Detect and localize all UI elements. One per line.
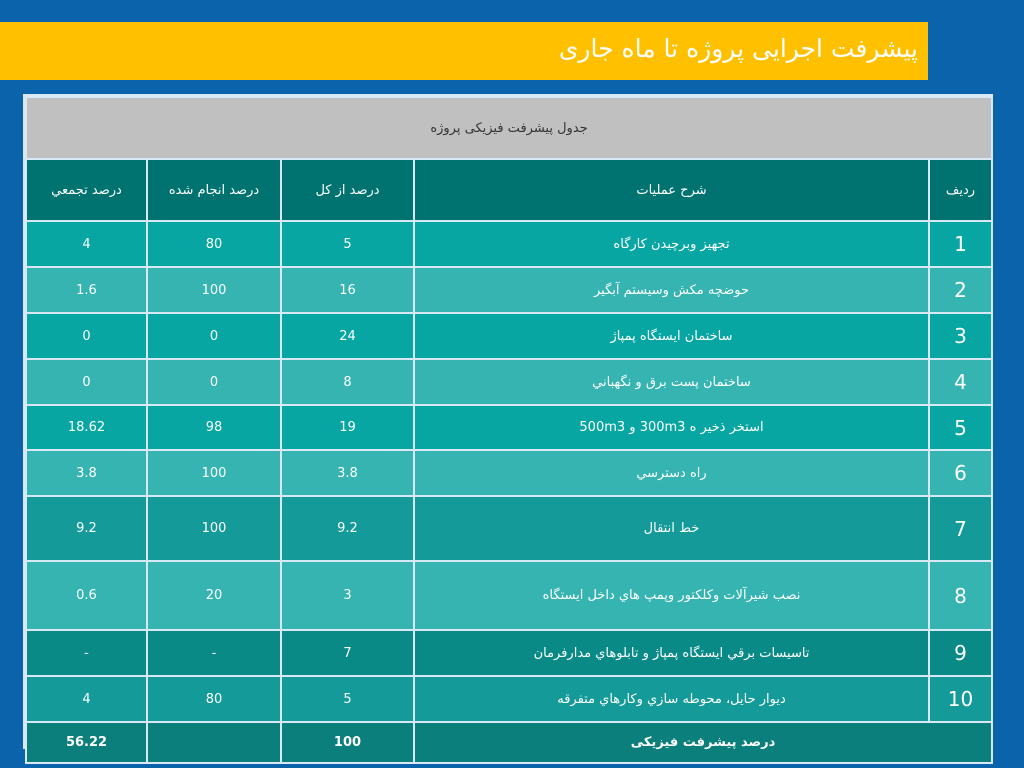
row-percent-done: 20 [147, 561, 281, 630]
header-percent-of-total: درصد از کل [281, 159, 414, 221]
table-caption: جدول پیشرفت فیزیکی پروژه [26, 97, 992, 159]
header-row [26, 159, 992, 221]
table-row [26, 561, 992, 630]
row-percent-of-total: 5 [281, 676, 414, 722]
footer-cumulative: 56.22 [26, 722, 147, 763]
row-percent-done: 100 [147, 267, 281, 313]
table-row [26, 405, 992, 450]
footer-total: 100 [281, 722, 414, 763]
header-percent-done: درصد انجام شده [147, 159, 281, 221]
footer-done [147, 722, 281, 763]
table-row [26, 450, 992, 496]
header-cumulative: درصد تجمعي [26, 159, 147, 221]
row-cumulative: 18.62 [26, 405, 147, 450]
row-number: 4 [929, 359, 992, 405]
row-percent-of-total: 3.8 [281, 450, 414, 496]
row-description: دیوار حایل، محوطه سازي وکارهاي متفرقه [414, 676, 929, 722]
row-percent-done: - [147, 630, 281, 676]
table-row [26, 630, 992, 676]
row-percent-of-total: 8 [281, 359, 414, 405]
row-description: تجهیز وبرچیدن کارگاه [414, 221, 929, 267]
table-row [26, 359, 992, 405]
row-percent-of-total: 9.2 [281, 496, 414, 561]
row-number: 5 [929, 405, 992, 450]
row-cumulative: 4 [26, 676, 147, 722]
row-percent-of-total: 16 [281, 267, 414, 313]
row-description: خط انتقال [414, 496, 929, 561]
slide-title-bar [0, 22, 928, 80]
row-percent-done: 80 [147, 221, 281, 267]
row-description: ساختمان ایستگاه پمپاژ [414, 313, 929, 359]
row-percent-done: 100 [147, 496, 281, 561]
row-cumulative: 0 [26, 359, 147, 405]
row-percent-of-total: 24 [281, 313, 414, 359]
row-percent-done: 98 [147, 405, 281, 450]
row-cumulative: 4 [26, 221, 147, 267]
row-number: 6 [929, 450, 992, 496]
row-cumulative: 9.2 [26, 496, 147, 561]
row-percent-done: 100 [147, 450, 281, 496]
row-number: 9 [929, 630, 992, 676]
row-cumulative: 3.8 [26, 450, 147, 496]
progress-table [25, 96, 993, 764]
row-cumulative: 0 [26, 313, 147, 359]
row-number: 2 [929, 267, 992, 313]
row-description: راه دسترسي [414, 450, 929, 496]
row-description: نصب شیرآلات وکلکتور وپمپ هاي داخل ایستگاه [414, 561, 929, 630]
slide-title: پیشرفت اجرایی پروژه تا ماه جاری [558, 34, 918, 63]
row-number: 7 [929, 496, 992, 561]
table-row [26, 267, 992, 313]
table-row [26, 221, 992, 267]
table-row [26, 313, 992, 359]
row-cumulative: - [26, 630, 147, 676]
table-row [26, 496, 992, 561]
row-percent-done: 0 [147, 313, 281, 359]
progress-table-container [23, 94, 993, 749]
row-number: 8 [929, 561, 992, 630]
row-description: حوضچه مکش وسیستم آبگیر [414, 267, 929, 313]
row-description: استخر ذخیر ه 300m3 و 500m3 [414, 405, 929, 450]
row-description: ساختمان پست برق و نگهباني [414, 359, 929, 405]
row-percent-done: 80 [147, 676, 281, 722]
row-cumulative: 0.6 [26, 561, 147, 630]
footer-label: درصد پیشرفت فیزیکی [414, 722, 992, 763]
table-row [26, 676, 992, 722]
row-percent-of-total: 3 [281, 561, 414, 630]
row-percent-of-total: 19 [281, 405, 414, 450]
row-percent-of-total: 5 [281, 221, 414, 267]
header-description: شرح عملیات [414, 159, 929, 221]
row-number: 1 [929, 221, 992, 267]
row-number: 3 [929, 313, 992, 359]
header-row-number: ردیف [929, 159, 992, 221]
row-percent-done: 0 [147, 359, 281, 405]
footer-row [26, 722, 992, 763]
row-percent-of-total: 7 [281, 630, 414, 676]
row-number: 10 [929, 676, 992, 722]
row-cumulative: 1.6 [26, 267, 147, 313]
row-description: تاسیسات برقي ایستگاه پمپاژ و تابلوهاي مدارفرمان [414, 630, 929, 676]
